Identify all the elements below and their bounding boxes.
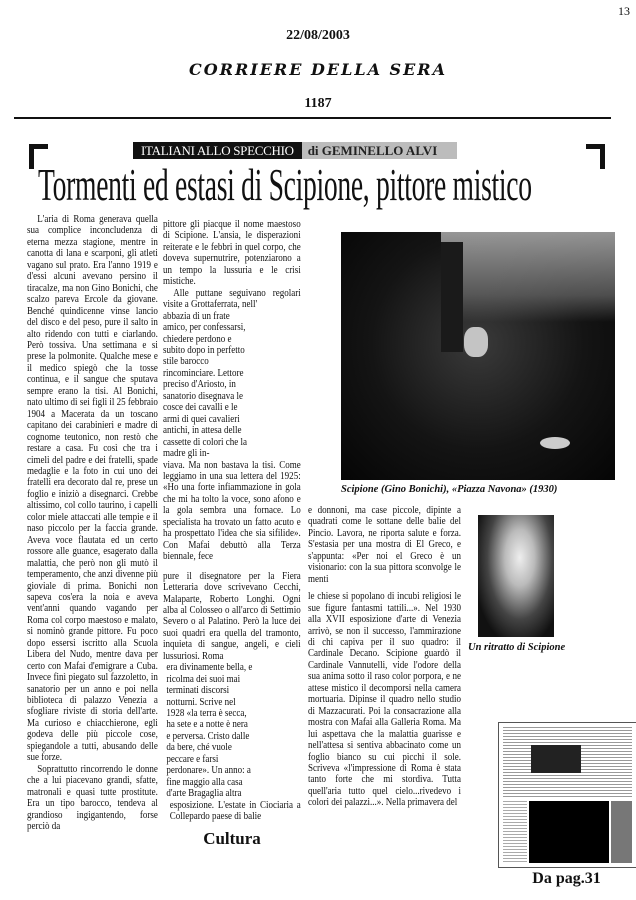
corner-bracket-right	[586, 144, 605, 169]
paragraph: pittore gli piacque il nome maestoso di Scipione. L'ansia, le disperazioni reiterate e le febbri in quel corpo, che doveva supernutrire, potenziarono a un tempo la lussuria e le crisi mistiche.	[163, 219, 301, 288]
issue-code: 1187	[304, 96, 332, 111]
source-page-label: Da pag.31	[532, 870, 601, 887]
kicker-row	[133, 142, 457, 159]
byline: di GEMINELLO ALVI	[302, 142, 458, 159]
paragraph: e donnoni, ma case piccole, dipinte a quadrati come le sottane delle balie del Pincio. Lavora, ne riporta salute e forza. S'estasia per una mostra di El Greco, e s'appunta: «Per noi el Greco è un visionario: con la sua pittora sconvolge le menti	[308, 505, 461, 585]
headline: Tormenti ed estasi di Scipione, pittore mistico	[38, 159, 532, 210]
paragraph: abbazia di un frate amico, per confessarsi, chiedere perdono e subito dopo in perfetto stile barocco rincominciare. Lettore preciso d'Ariosto, in sanatorio disegnava le cosce dei cavalli e le armi di quei cavalieri antichi, in attesa delle cassette di colori che la madre gli in-	[163, 310, 248, 460]
article-column-1	[27, 214, 158, 832]
article-column-3	[308, 505, 461, 809]
painting-caption: Scipione (Gino Bonichi), «Piazza Navona» (1930)	[341, 484, 558, 495]
paragraph: Alle puttane seguivano regolari visite a Grottaferrata, nell'	[163, 287, 301, 311]
article-column-2	[163, 219, 301, 849]
source-page-thumbnail	[498, 722, 636, 868]
paragraph: Soprattutto rincorrendo le donne che a lui piacevano grandi, sfatte, matronali e quasi tutte prostitute. Era un tipo barocco, tendeva al grandioso ingigantendo, forse perciò da	[27, 763, 158, 833]
publication-date: 22/08/2003	[286, 28, 350, 43]
paragraph: le chiese si popolano di incubi religiosi le sue figure fantasmi tattili...». Nel 1930 alla XVII esposizione d'arte di Venezia arrivò, se non il successo, l'ammirazione di chi capiva per il suo quadro: il Cardinale Decano. Scipione guardò il Cardinale Vannutelli, vide l'odore della sua anima sotto il raso color porpora, e ne attese mistico il decomporsi nella camera mortuaria. Dipinse il quadro nello studio di Mazzacurati. Poi la consacrazione alla mostra con Mafai alla Galleria Roma. Ma lui aspettava che la malattia guarisse e nell'attesa si sentiva abbacinato come un foglio bianco su cui picchi il sole. Scriveva «l'impressione di Roma è stata tanto forte che mi stordiva. Tutta quell'aria tutto quel cielo...rivedevo i colori dei palazzi...». Nella primavera del	[308, 591, 461, 809]
paragraph: esposizione. L'estate in Ciociaria a Collepardo paese di balie	[169, 799, 301, 823]
paragraph: L'aria di Roma generava quella sua complice inconcludenza di eterna mezza stagione, mentre in canotta di lana e scarponi, gli atleti vagano sul prato. Era l'anno 1919 e d'essi alcuni avevano persino il tiracalze, ma non Gino Bonichi, che scalzo pareva Ercole da giovane. Benché quindicenne vinse lancio del disco e del peso, pure il salto in alto ridendo con tutti e ciarlando. Però tossiva. Una settimana e si prese la polmonite. Qualche mese e il medico spiegò che la tosse continua, e il sangue che sputava sempre erano la tisi. Al Bonichi, nato ultimo di sei figli il 25 febbraio 1904 a Macerata da un toscano capitano dei carabinieri e madre di cognome teutonico, non restò che restare a casa. Fu così che tra i cimeli del padre e dei fratelli, spade medaglie e la foto in cui uno dei fratelli era decorato dal re, prese un foglio e iniziò a disegnarci. Crebbe altissimo, col collo taurino, i capelli color miele attaccati alle tempie e il naso piccolo per la faccia grande. Aveva voce flautata ed un certo rossore alle guance, esagerato dalla malattia, che però non gli mutò il temperamento, che anzi divenne più gioviale di prima. Bonichi non sapeva cos'era la noia e aveva vent'anni quando vagando per Roma col corpo maestoso e malato, si nominò grande pittore. Fu poco dopo essersi iscritto alla Scuola Libera del Nudo, mentre dava per certo con Mafai d'emigrare a Cuba. Invece finì piegato sul fazzoletto, in sanatorio per un anno e poi nella biblioteca di palazzo Venezia a sfogliare riviste di storia dell'arte. Ma curioso e chiacchierone, egli godeva delle più piccole cose, spiegandole a tutti, abusando delle sue forze.	[27, 214, 158, 764]
painting-image-piazza-navona	[341, 232, 615, 480]
portrait-photo	[478, 515, 554, 637]
paragraph: era divinamente bella, e ricolma dei suoi mai terminati discorsi notturni. Scrive nel 1928 «la terra è secca, ha sete e a notte è nera e perversa. Cristo dalle da bere, ché vuole peccare e farsi perdonare». Un anno: a fine maggio alla casa d'arte Bragaglia altra	[166, 662, 253, 800]
paragraph: pure il disegnatore per la Fiera Letteraria dove scrivevano Cecchi, Malaparte, Roberto Longhi. Ogni alba al Colosseo o all'arco di Settimio Severo o al Palatino. Però la luce dei suoi quadri era quella del tramonto, inquieta di sangue, angeli, e cieli lussuriosi. Roma	[163, 570, 301, 662]
paragraph: viava. Ma non bastava la tisi. Come leggiamo in una sua lettera del 1925: «Ho una forte infiammazione in gola che mi ha tolto la voce, sono afono e la gola sembra una fornace. Lo specialista ha trovato un fatto acuto e ha prospettato l'idea che sia sifilide». Con Mafai debuttò alla Terza biennale, fece	[163, 459, 301, 563]
section-label: Cultura	[203, 828, 261, 848]
header-rule	[14, 117, 611, 119]
masthead: CORRIERE DELLA SERA	[188, 60, 448, 79]
page-number: 13	[618, 4, 630, 18]
section-kicker: ITALIANI ALLO SPECCHIO	[133, 142, 302, 159]
portrait-caption: Un ritratto di Scipione	[468, 642, 566, 653]
